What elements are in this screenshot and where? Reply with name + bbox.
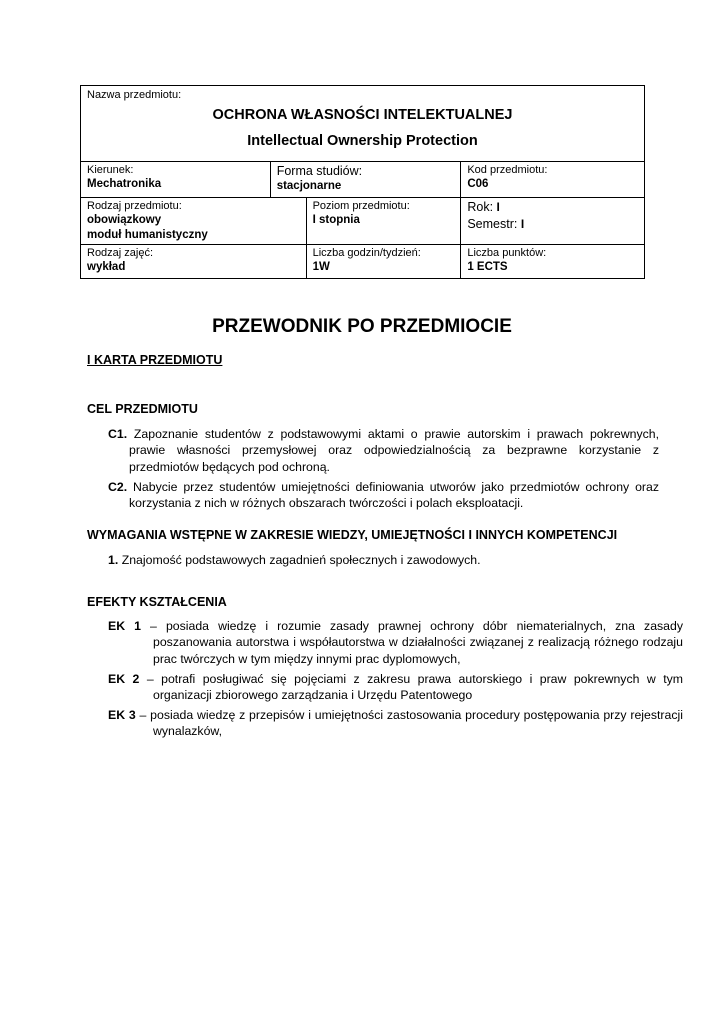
study-form-cell bbox=[270, 162, 461, 198]
course-title-en: Intellectual Ownership Protection bbox=[247, 133, 478, 149]
karta-heading: I KARTA PRZEDMIOTU bbox=[87, 353, 223, 367]
field-label: Kierunek: bbox=[87, 164, 134, 176]
subject-name-label: Nazwa przedmiotu: bbox=[87, 89, 182, 101]
semester-value: I bbox=[520, 217, 525, 231]
outcome-item-lead: EK 1 bbox=[108, 619, 141, 633]
hours-cell bbox=[306, 245, 461, 279]
prereq-item-lead: 1. bbox=[108, 553, 119, 567]
code-cell bbox=[461, 162, 645, 198]
subject-type-value-2: moduł humanistyczny bbox=[87, 229, 208, 241]
hours-label: Liczba godzin/tydzień: bbox=[312, 247, 421, 259]
year-label: Rok: bbox=[467, 200, 494, 214]
points-label: Liczba punktów: bbox=[467, 247, 547, 259]
goal-item-lead: C1. bbox=[108, 427, 128, 441]
study-form-label: Forma studiów: bbox=[276, 164, 363, 178]
semester-label: Semestr: bbox=[467, 217, 518, 231]
outcome-item-ek2 bbox=[108, 671, 683, 704]
outcome-item-ek3 bbox=[108, 707, 683, 740]
class-type-cell bbox=[81, 245, 307, 279]
outcome-item-lead: EK 2 bbox=[108, 672, 140, 686]
course-title-pl: OCHRONA WŁASNOŚCI INTELEKTUALNEJ bbox=[212, 107, 513, 123]
level-cell bbox=[306, 198, 461, 245]
points-value: 1 ECTS bbox=[467, 261, 508, 273]
class-type-label: Rodzaj zajęć: bbox=[87, 247, 154, 259]
level-value: I stopnia bbox=[312, 214, 360, 226]
code-value: C06 bbox=[467, 178, 489, 190]
semester-line bbox=[467, 216, 638, 233]
year-semester-cell bbox=[461, 198, 645, 245]
outcome-item-text: – posiada wiedzę z przepisów i umiejętności zastosowania procedury postępowania przy rejestracji wynalazków, bbox=[139, 708, 683, 739]
course-info-table bbox=[80, 85, 645, 279]
outcome-item-text: – posiada wiedzę i rozumie zasady prawnej ochrony dóbr niematerialnych, zna zasady poszanowania autorstwa i współautorstwa w działalności związanej z realizacją różnego rodzaju prac twórczych w tym między innymi prac dyplomowych, bbox=[150, 619, 684, 666]
year-value: I bbox=[496, 200, 500, 214]
hours-value: 1W bbox=[312, 261, 330, 273]
title-cell bbox=[81, 86, 645, 162]
outcome-item-ek1 bbox=[108, 618, 683, 667]
goal-item-text: Zapoznanie studentów z podstawowymi aktami o prawie autorskim i prawach pokrewnych, prawie własności przemysłowej oraz odpowiedzialnością za bezprawne korzystanie z przedmiotów będących pod ochroną. bbox=[129, 427, 660, 474]
outcome-item-text: – potrafi posługiwać się pojęciami z zakresu prawa autorskiego i praw pokrewnych w tym organizacji zbiorowego zarządzania i Urzędu Patentowego bbox=[146, 672, 684, 703]
year-line bbox=[467, 199, 638, 216]
level-label: Poziom przedmiotu: bbox=[312, 200, 410, 212]
subject-type-value-1: obowiązkowy bbox=[87, 214, 162, 226]
main-heading: PRZEWODNIK PO PRZEDMIOCIE bbox=[212, 316, 512, 337]
goal-item-c1 bbox=[108, 426, 659, 475]
study-form-value: stacjonarne bbox=[276, 180, 342, 192]
goal-heading: CEL PRZEDMIOTU bbox=[87, 402, 198, 416]
goal-item-c2 bbox=[108, 479, 659, 512]
subject-type-label: Rodzaj przedmiotu: bbox=[87, 200, 182, 212]
field-value: Mechatronika bbox=[87, 178, 162, 190]
field-cell bbox=[81, 162, 271, 198]
prereq-heading: WYMAGANIA WSTĘPNE W ZAKRESIE WIEDZY, UMIEJĘTNOŚCI I INNYCH KOMPETENCJI bbox=[87, 528, 618, 542]
goal-item-lead: C2. bbox=[108, 480, 128, 494]
prereq-item-text: Znajomość podstawowych zagadnień społecznych i zawodowych. bbox=[121, 553, 481, 567]
outcome-item-lead: EK 3 bbox=[108, 708, 136, 722]
class-type-value: wykład bbox=[87, 261, 126, 273]
points-cell bbox=[461, 245, 645, 279]
goal-item-text: Nabycie przez studentów umiejętności definiowania utworów jako przedmiotów ochrony oraz korzystania z nich w różnych obszarach twórczości i polach eksploatacji. bbox=[129, 480, 659, 511]
outcomes-heading: EFEKTY KSZTAŁCENIA bbox=[87, 595, 227, 609]
code-label: Kod przedmiotu: bbox=[467, 164, 548, 176]
prereq-item-1 bbox=[108, 552, 638, 568]
subject-type-cell bbox=[81, 198, 307, 245]
